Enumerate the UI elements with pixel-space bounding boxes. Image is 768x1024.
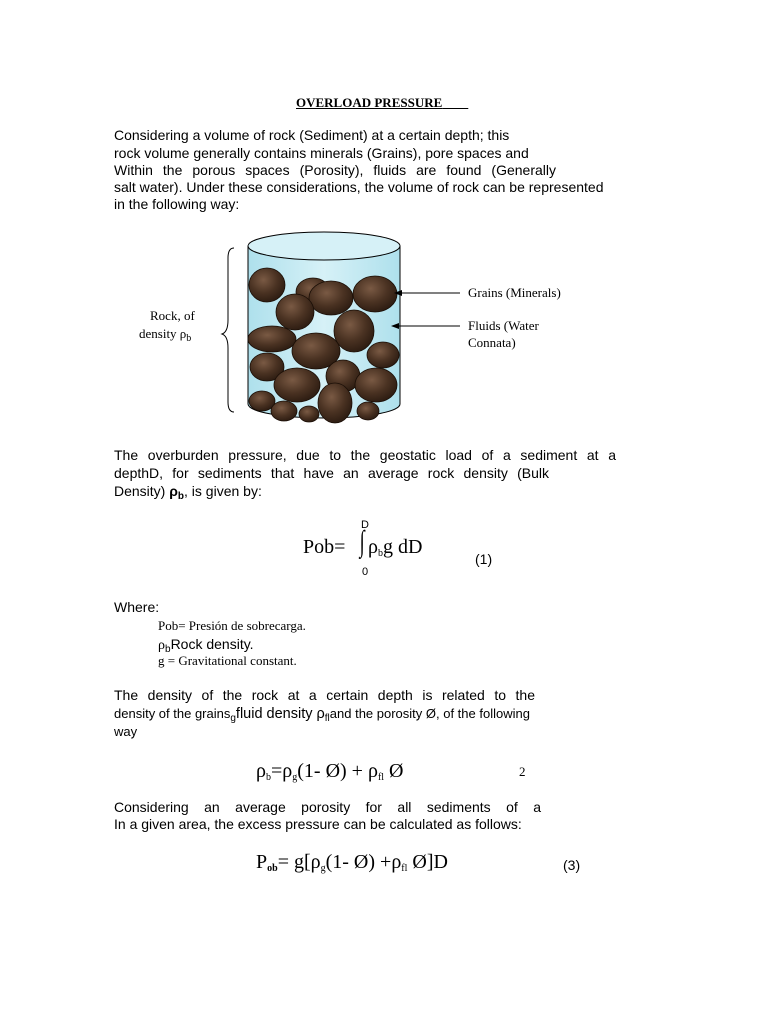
paragraph-line: The overburden pressure, due to the geostatic load of a sediment at a: [114, 447, 616, 463]
grain: [309, 281, 353, 315]
eq3-formula: $P_{ob}= g[\rho_g(1-$ Ø) $+\rho_{fl}$ Ø]D: [256, 851, 448, 874]
rock-brace: [222, 248, 234, 412]
where-item: Pob= Presión de sobrecarga.: [158, 618, 306, 633]
paragraph-line: depthD, for sediments that have an average rock density (Bulk: [114, 465, 549, 481]
fluids-label: Fluids (Water: [468, 318, 539, 333]
intro-line: Within the porous spaces (Porosity), fluids are found (Generally: [114, 162, 556, 178]
page-title: OVERLOAD PRESSURE: [296, 95, 443, 110]
intro-line: salt water). Under these considerations, the volume of rock can be represented: [114, 179, 604, 195]
intro-line: rock volume generally contains minerals (Grains), pore spaces and: [114, 145, 529, 161]
intro-line: in the following way:: [114, 196, 240, 212]
eq1-lower-limit: 0: [362, 566, 369, 578]
grain: [299, 406, 319, 422]
grains: [248, 268, 399, 423]
fluids-label: Connata): [468, 335, 516, 350]
grain: [355, 368, 397, 402]
where-item: $\rho_bRock$ density.: [158, 636, 254, 655]
grain: [248, 326, 296, 352]
eq1-integrand: $\rho_bg$ dD: [368, 536, 423, 559]
grain: [274, 368, 320, 402]
grain: [249, 391, 275, 411]
intro-line: Considering a volume of rock (Sediment) at a certain depth; this: [114, 127, 510, 143]
rock-label: Rock, of: [150, 308, 195, 323]
rock-density-label: density $\rho_b$: [139, 326, 192, 344]
paragraph-line: Density) $\rho_b$, is given by:: [114, 483, 262, 502]
grain: [249, 268, 285, 302]
grain: [367, 342, 399, 368]
grain: [357, 402, 379, 420]
eq2-number: 2: [519, 764, 526, 779]
grain: [334, 310, 374, 352]
eq3-number: (3): [563, 857, 581, 873]
eq2-formula: $\rho_b=\rho_g(1-$ Ø) + $\rho_{fl}$ Ø: [256, 760, 404, 783]
paragraph-line: Considering an average porosity for all sediments of a: [114, 799, 541, 815]
eq1-number: (1): [475, 551, 493, 567]
grain: [276, 294, 314, 330]
where-item: g = Gravitational constant.: [158, 653, 297, 668]
eq1-upper-limit: D: [361, 519, 369, 531]
eq1-lhs: Pob=: [303, 536, 346, 558]
paragraph-line: In a given area, the excess pressure can be calculated as follows:: [114, 816, 522, 832]
paragraph-line: way: [114, 724, 138, 739]
grain: [318, 383, 352, 423]
cylinder-top: [248, 232, 400, 260]
grains-label: Grains (Minerals): [468, 285, 561, 300]
grain: [271, 401, 297, 421]
integral-sign: ∫: [359, 525, 365, 558]
where-label: Where:: [114, 599, 160, 615]
paragraph-line: The density of the rock at a certain depth is related to the: [114, 687, 535, 703]
paragraph-line: density of the grains$_g$fluid density $\rho_{fl}and$ the porosity Ø, of the following: [114, 706, 530, 724]
grain: [353, 276, 397, 312]
rock-volume-diagram: [130, 228, 590, 433]
